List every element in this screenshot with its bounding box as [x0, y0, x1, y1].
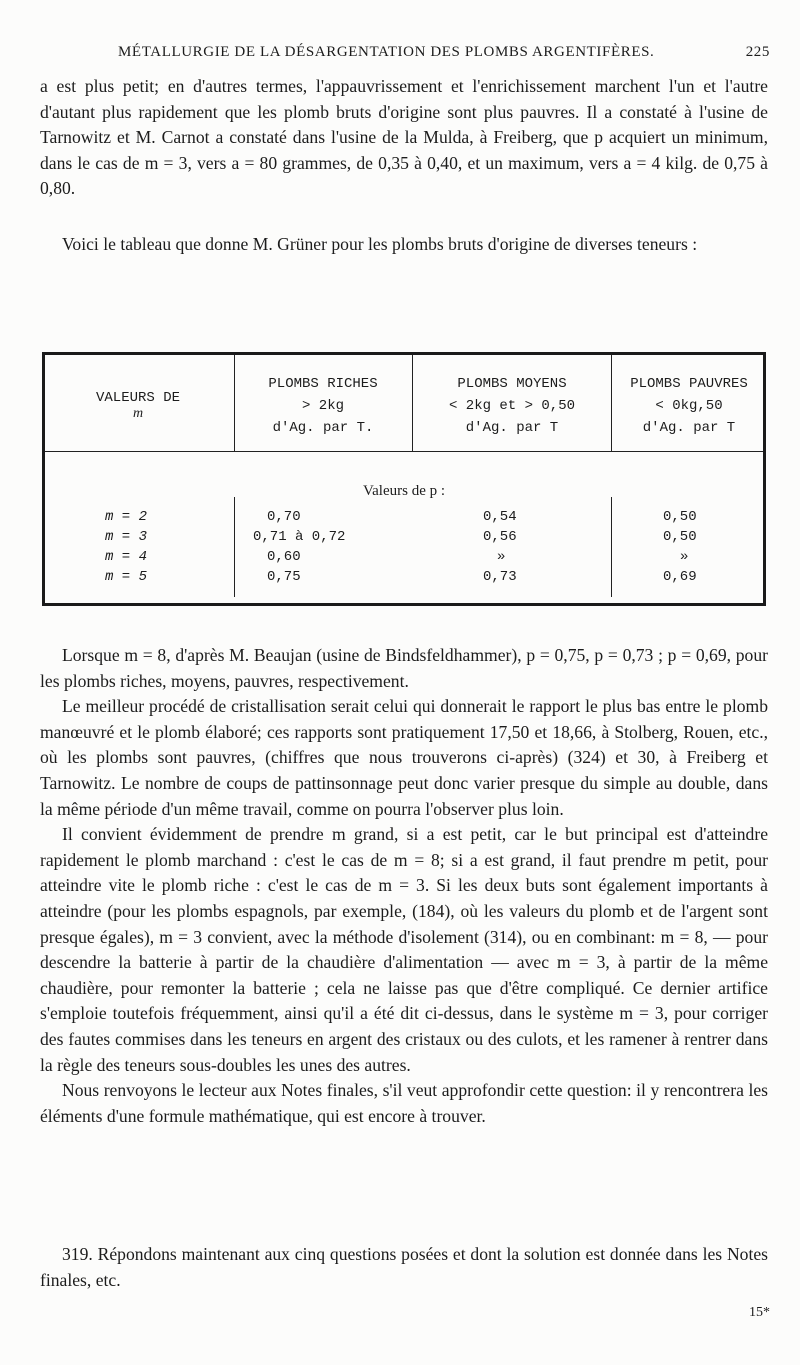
paragraph-1: a est plus petit; en d'autres termes, l'appauvrissement et l'enrichissement marchent l'un et l'autre d'autant plus rapidement que les plomb bruts d'origine sont plus pauvres. Il a constaté à l'usine de Tarnowitz et M. Carnot a constaté dans l'usine de la Mulda, à Freiberg, que p acquiert un minimum, dans le cas de m = 3, vers a = 80 grammes, de 0,35 à 0,40, et un maximum, vers a = 4 kilg. de 0,75 à 0,80.	[40, 76, 768, 199]
header-moyens	[415, 373, 609, 439]
cell-moyens: 0,54	[483, 509, 517, 525]
header-unit: d'Ag. par T.	[272, 420, 374, 436]
paragraph-5: Il convient évidemment de prendre m grand, si a est petit, car le but principal est d'atteindre rapidement le plomb marchand : c'est le cas de m = 8; si a est grand, il faut prendre m petit, pour atteindre vite le plomb riche : c'est le cas de m = 3. Si les deux buts sont également importants à atteindre (pour les plombs espagnols, par exemple, (184), où les valeurs du plomb et de l'argent sont presque égales), m = 3 convient, avec la méthode d'isolement (314), ou en combinant: m = 8, — pour descendre la batterie à partir de la chaudière d'alimentation — avec m = 3, à partir de la même chaudière, pour remonter la batterie ; cela ne laisse pas que d'être compliqué. Ce dernier artifice s'emploie toutefois fréquemment, ainsi qu'il a été dit ci-dessus, dans le système m = 3, pour corriger des fautes commises dans les teneurs en argent des cristaux ou des culots, et les ramener à rentrer dans la règle des teneurs sous-doubles les unes des autres.	[40, 824, 768, 1075]
cell-riches: 0,60	[267, 549, 301, 565]
grüner-table	[42, 352, 766, 606]
header-cond: < 0kg,50	[655, 398, 723, 414]
col-divider	[234, 497, 235, 597]
paragraph-4: Le meilleur procédé de cristallisation serait celui qui donnerait le rapport le plus bas entre le plomb manœuvré et le plomb élaboré; ces rapports sont pratiquement 17,50 et 18,66, à Stolberg, Rouen, etc., où les plombs sont pauvres, (chiffres que nous trouverons ci-après) (324) et 30, à Freiberg et Tarnowitz. Le nombre de coups de pattinsonnage peut donc varier presque du simple au double, dans la même période d'un même travail, comme on pourra l'observer plus loin.	[40, 696, 768, 819]
table-subtitle: Valeurs de p :	[362, 483, 446, 499]
body-text	[40, 643, 768, 1129]
header-unit: d'Ag. par T	[642, 420, 736, 436]
header-valeurs-m	[53, 387, 223, 425]
cell-m: m = 5	[105, 569, 148, 585]
col-divider	[412, 355, 413, 451]
cell-pauvres: 0,50	[663, 529, 697, 545]
header-sub: m	[132, 406, 144, 421]
running-title: MÉTALLURGIE DE LA DÉSARGENTATION DES PLOMBS ARGENTIFÈRES.	[118, 44, 655, 60]
header-rule	[45, 451, 763, 452]
header-label: PLOMBS PAUVRES	[630, 376, 748, 392]
col-divider	[234, 355, 235, 451]
col-divider	[611, 497, 612, 597]
paragraph-6: Nous renvoyons le lecteur aux Notes finales, s'il veut approfondir cette question: il y rencontrera les éléments d'une formule mathématique, qui est encore à trouver.	[40, 1080, 768, 1126]
cell-riches: 0,71 à 0,72	[253, 529, 346, 545]
intro-text	[40, 74, 768, 258]
header-cond: > 2kg	[301, 398, 344, 414]
cell-moyens: »	[497, 549, 506, 565]
section-319	[40, 1242, 768, 1293]
header-label: PLOMBS MOYENS	[457, 376, 567, 392]
signature-mark: 15*	[749, 1305, 770, 1320]
cell-riches: 0,75	[267, 569, 301, 585]
header-pauvres	[614, 373, 764, 439]
col-divider	[611, 355, 612, 451]
cell-moyens: 0,56	[483, 529, 517, 545]
cell-pauvres: »	[680, 549, 689, 565]
paragraph-7: 319. Répondons maintenant aux cinq questions posées et dont la solution est donnée dans les Notes finales, etc.	[40, 1244, 768, 1290]
header-unit: d'Ag. par T	[465, 420, 559, 436]
cell-pauvres: 0,50	[663, 509, 697, 525]
header-riches	[237, 373, 409, 439]
header-label: VALEURS DE	[95, 390, 180, 406]
cell-m: m = 4	[105, 549, 148, 565]
page-number: 225	[745, 44, 770, 60]
cell-riches: 0,70	[267, 509, 301, 525]
running-header	[40, 44, 770, 68]
header-cond: < 2kg et > 0,50	[448, 398, 576, 414]
cell-pauvres: 0,69	[663, 569, 697, 585]
paragraph-2: Voici le tableau que donne M. Grüner pour les plombs bruts d'origine de diverses teneurs :	[62, 233, 698, 254]
cell-moyens: 0,73	[483, 569, 517, 585]
paragraph-3: Lorsque m = 8, d'après M. Beaujan (usine de Bindsfeldhammer), p = 0,75, p = 0,73 ; p = 0,69, pour les plombs riches, moyens, pauvres, respectivement.	[40, 645, 768, 691]
cell-m: m = 3	[105, 529, 148, 545]
header-label: PLOMBS RICHES	[268, 376, 378, 392]
cell-m: m = 2	[105, 509, 148, 525]
